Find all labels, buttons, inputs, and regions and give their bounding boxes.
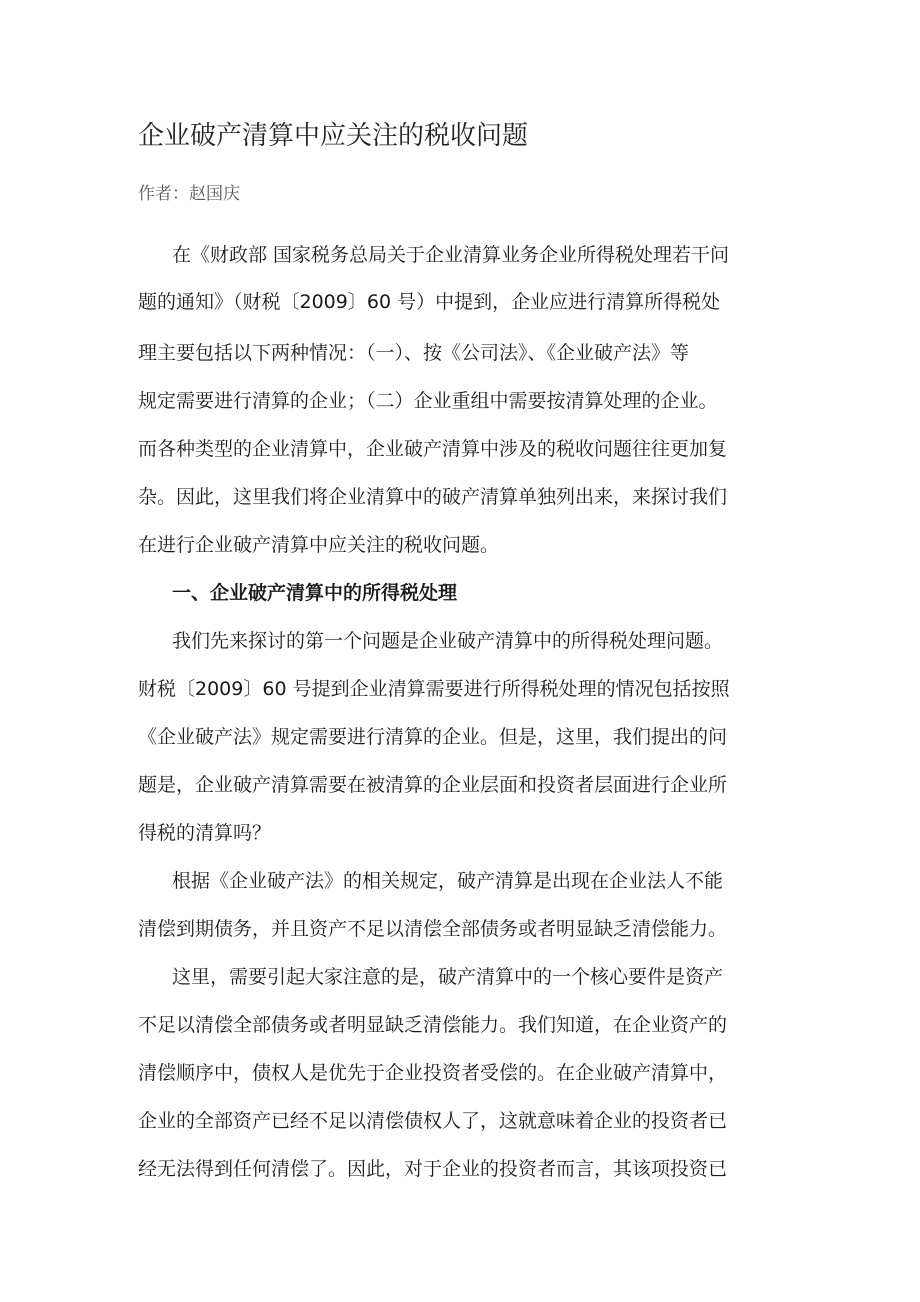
paragraph-line: 在进行企业破产清算中应关注的税收问题。 (138, 534, 500, 556)
paragraph-line: 我们先来探讨的第一个问题是企业破产清算中的所得税处理问题。 (172, 630, 724, 652)
paragraph-line: 经无法得到任何清偿了。因此，对于企业的投资者而言，其该项投资已 (138, 1158, 728, 1180)
paragraph-line: 而各种类型的企业清算中，企业破产清算中涉及的税收问题往往更加复 (138, 438, 728, 460)
paragraph-line: 理主要包括以下两种情况：（一）、按《公司法》、《企业破产法》等 (138, 342, 690, 364)
paragraph-line: 企业的全部资产已经不足以清偿债权人了，这就意味着企业的投资者已 (138, 1110, 728, 1132)
paragraph-line: 财税〔2009〕60 号提到企业清算需要进行所得税处理的情况包括按照 (138, 678, 730, 700)
paragraph-line: 得税的清算吗？ (138, 822, 272, 844)
paragraph-line: 这里，需要引起大家注意的是，破产清算中的一个核心要件是资产 (172, 966, 724, 988)
paragraph-line: 杂。因此，这里我们将企业清算中的破产清算单独列出来，来探讨我们 (138, 486, 728, 508)
paragraph-line: 规定需要进行清算的企业；（二）企业重组中需要按清算处理的企业。 (138, 390, 718, 412)
paragraph-line: 题的通知》（财税〔2009〕60 号）中提到，企业应进行清算所得税处 (138, 291, 721, 313)
paragraph-line: 题是，企业破产清算需要在被清算的企业层面和投资者层面进行企业所 (138, 774, 728, 796)
paragraph-line: 《企业破产法》规定需要进行清算的企业。但是，这里，我们提出的问 (138, 726, 728, 748)
paragraph-line: 清偿顺序中，债权人是优先于企业投资者受偿的。在企业破产清算中， (138, 1062, 728, 1084)
paragraph-line: 根据《企业破产法》的相关规定，破产清算是出现在企业法人不能 (172, 870, 724, 892)
section-heading: 一、企业破产清算中的所得税处理 (172, 582, 458, 604)
paragraph-line: 清偿到期债务，并且资产不足以清偿全部债务或者明显缺乏清偿能力。 (138, 918, 728, 940)
author-line: 作者：赵国庆 (138, 184, 240, 204)
paragraph-line: 不足以清偿全部债务或者明显缺乏清偿能力。我们知道，在企业资产的 (138, 1014, 728, 1036)
document-title: 企业破产清算中应关注的税收问题 (138, 121, 529, 151)
paragraph-line: 在《财政部 国家税务总局关于企业清算业务企业所得税处理若干问 (172, 244, 730, 266)
